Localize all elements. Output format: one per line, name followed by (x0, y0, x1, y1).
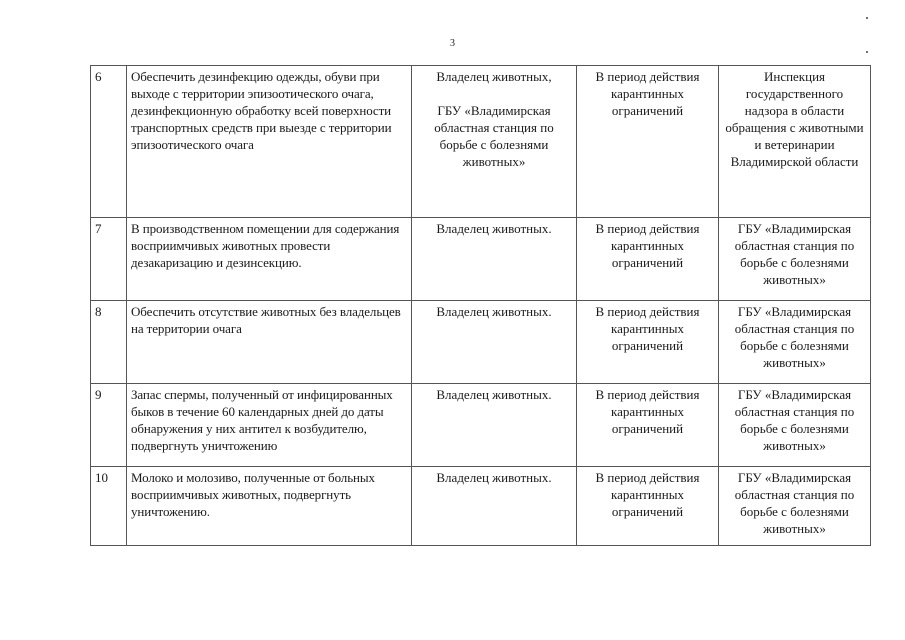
term-text: В период действия карантинных ограничений (577, 66, 719, 218)
control-text: ГБУ «Владимирская областная станция по борьбе с болезнями животных» (719, 301, 871, 384)
measures-table (90, 65, 871, 546)
scan-speck (866, 51, 868, 53)
control-text: ГБУ «Владимирская областная станция по борьбе с болезнями животных» (719, 218, 871, 301)
row-number: 7 (91, 218, 127, 301)
measure-text: Запас спермы, полученный от инфицированных быков в течение 60 календарных дней до даты обнаружения у них антител к возбудителю, подвергнуть уничтожению (127, 384, 412, 467)
measure-text: Молоко и молозиво, полученные от больных восприимчивых животных, подвергнуть уничтожению. (127, 467, 412, 546)
control-text: ГБУ «Владимирская областная станция по борьбе с болезнями животных» (719, 467, 871, 546)
control-text: Инспекция государственного надзора в области обращения с животными и ветеринарии Владимирской области (719, 66, 871, 218)
table-row (91, 384, 871, 467)
table-row (91, 66, 871, 218)
measure-text: Обеспечить дезинфекцию одежды, обуви при выходе с территории эпизоотического очага, дезинфекционную обработку всей поверхности транспортных средств при выезде с территории эпизоотического очага (127, 66, 412, 218)
responsible-text: Владелец животных. (412, 301, 577, 384)
term-text: В период действия карантинных ограничений (577, 301, 719, 384)
row-number: 10 (91, 467, 127, 546)
row-number: 6 (91, 66, 127, 218)
responsible-text: Владелец животных. (412, 467, 577, 546)
responsible-cell (412, 66, 577, 218)
page-number: 3 (450, 38, 455, 49)
responsible-text: Владелец животных. (412, 218, 577, 301)
responsible-text: Владелец животных. (412, 384, 577, 467)
row-number: 9 (91, 384, 127, 467)
row-number: 8 (91, 301, 127, 384)
table-row (91, 218, 871, 301)
term-text: В период действия карантинных ограничений (577, 467, 719, 546)
term-text: В период действия карантинных ограничений (577, 218, 719, 301)
measure-text: В производственном помещении для содержания восприимчивых животных провести дезакаризацию и дезинсекцию. (127, 218, 412, 301)
responsible-text: Владелец животных, (436, 69, 552, 84)
responsible-text: ГБУ «Владимирская областная станция по борьбе с болезнями животных» (434, 103, 554, 169)
term-text: В период действия карантинных ограничений (577, 384, 719, 467)
table-row (91, 467, 871, 546)
measure-text: Обеспечить отсутствие животных без владельцев на территории очага (127, 301, 412, 384)
control-text: ГБУ «Владимирская областная станция по борьбе с болезнями животных» (719, 384, 871, 467)
table-row (91, 301, 871, 384)
scan-speck (866, 17, 868, 19)
